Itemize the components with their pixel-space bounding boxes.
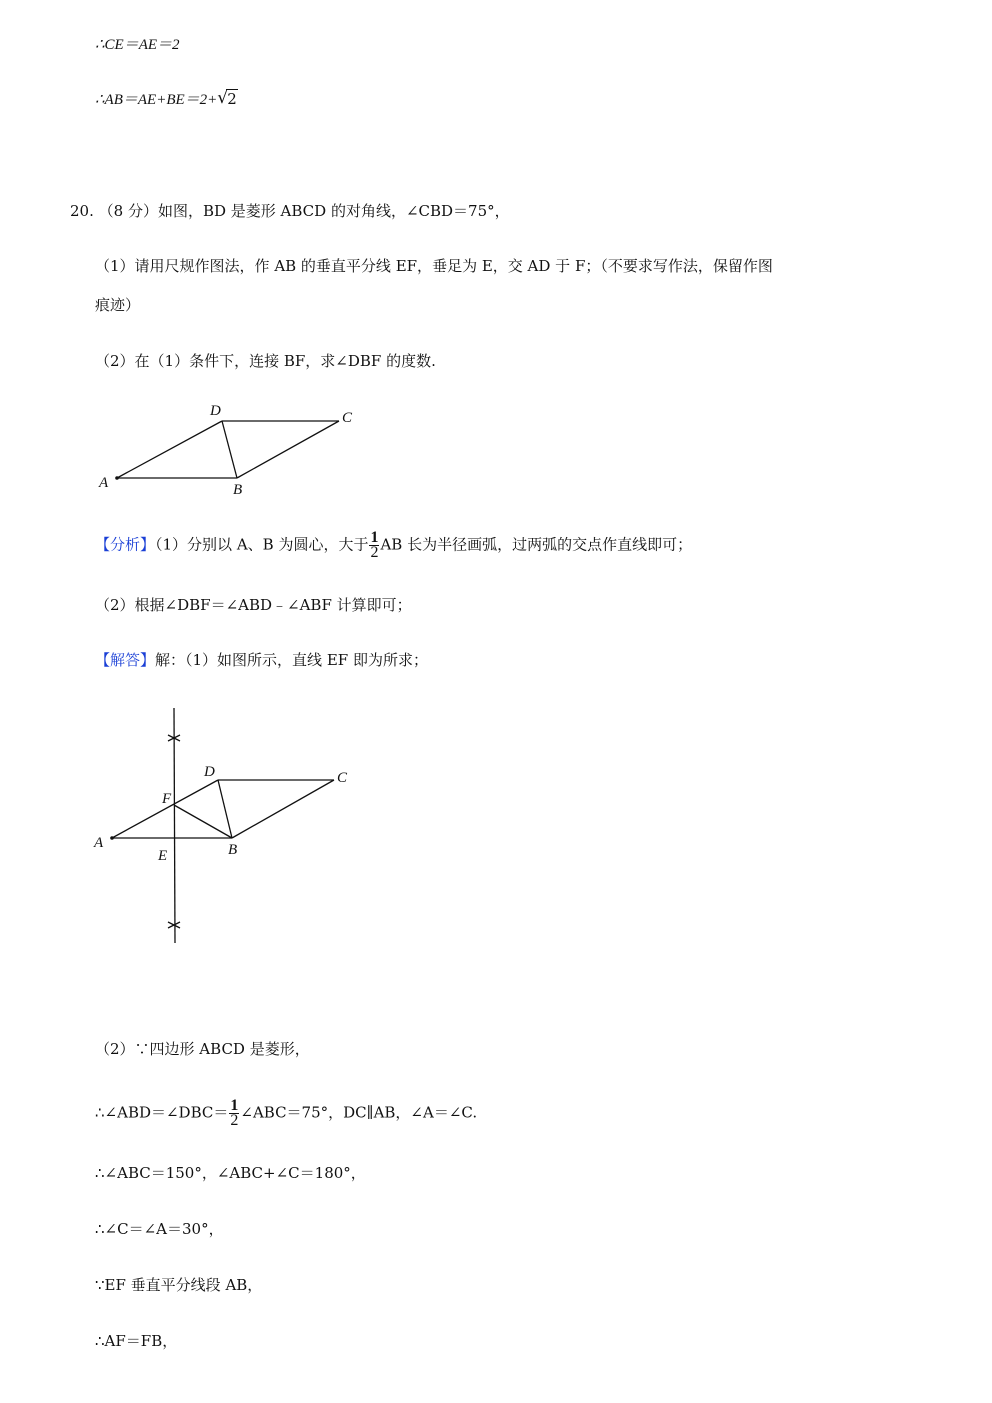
question-number: 20.	[70, 202, 94, 220]
solution-1: 【解答】解：（1）如图所示，直线 EF 即为所求；	[95, 651, 428, 669]
label-a: A	[99, 475, 109, 491]
solution-5: ∴∠C＝∠A＝30°，	[95, 1220, 224, 1238]
analysis-1: 【分析】（1）分别以 A、B 为圆心，大于 $\frac{1}{2}$ AB 长为半径画弧，过两弧的交点作直线即可；	[95, 529, 693, 561]
solution-tag: 【解答】	[95, 651, 156, 669]
label-d: D	[204, 764, 215, 780]
solution-2: （2）∵四边形 ABCD 是菱形，	[95, 1040, 310, 1058]
line-ab-sum: ∴AB＝AE+BE＝2+ √ 2	[95, 88, 237, 108]
question-text: 如图，BD 是菱形 ABCD 的对角线，∠CBD＝75°，	[157, 202, 510, 220]
part-1-line-a: （1）请用尺规作图法，作 AB 的垂直平分线 EF，垂足为 E，交 AD 于 F；（不要求写作法，保留作图	[95, 257, 773, 275]
part-1-line-b: 痕迹）	[95, 296, 141, 314]
question-20-header	[70, 200, 510, 222]
part-2-question: （2）在（1）条件下，连接 BF，求∠DBF 的度数.	[95, 352, 436, 370]
label-e: E	[158, 848, 168, 864]
label-d: D	[210, 403, 221, 419]
fraction-half: $\frac{1}{2}$	[370, 529, 379, 561]
solution-3: ∴∠ABD＝∠DBC＝ $\frac{1}{2}$ ∠ABC＝75°，DC∥AB，∠A＝∠C.	[95, 1097, 478, 1129]
label-b: B	[228, 842, 238, 858]
analysis-2: （2）根据∠DBF＝∠ABD﹣∠ABF 计算即可；	[95, 596, 412, 614]
analysis-tag: 【分析】	[95, 535, 156, 554]
question-score: （8 分）	[98, 202, 158, 220]
label-b: B	[233, 482, 243, 498]
label-a: A	[94, 835, 104, 851]
solution-4: ∴∠ABC＝150°，∠ABC+∠C＝180°，	[95, 1164, 366, 1182]
label-c: C	[337, 770, 348, 786]
label-f: F	[162, 791, 172, 807]
figure-rhombus	[95, 395, 360, 500]
label-c: C	[342, 410, 353, 426]
figure-construction	[90, 705, 360, 950]
solution-6: ∵EF 垂直平分线段 AB，	[95, 1276, 263, 1294]
line-ce-ae: ∴CE＝AE＝2	[95, 37, 180, 53]
solution-7: ∴AF＝FB，	[95, 1332, 178, 1350]
fraction-half-2: $\frac{1}{2}$	[230, 1097, 239, 1129]
sqrt-two: √ 2	[217, 88, 237, 108]
